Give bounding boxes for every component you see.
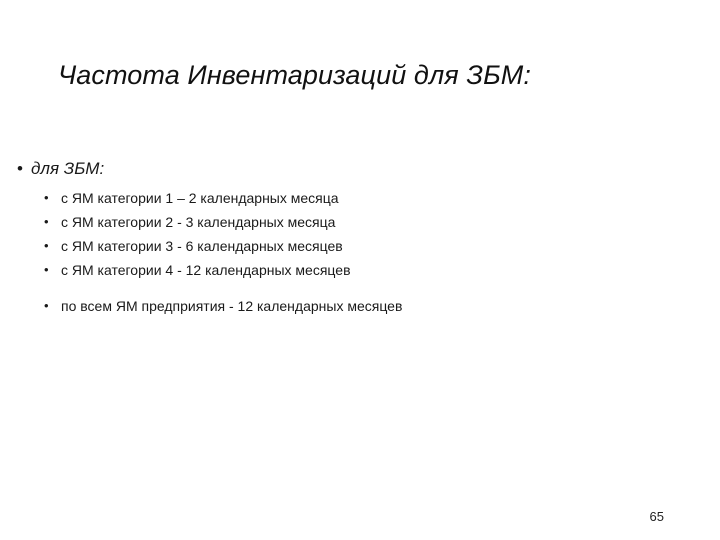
bullet-item-label: для ЗБМ: — [31, 159, 105, 178]
bullet-icon: • — [44, 238, 49, 253]
list-item — [44, 234, 351, 258]
list-item-text: с ЯМ категории 3 - 6 календарных месяцев — [61, 238, 343, 254]
list-item-text: с ЯМ категории 2 - 3 календарных месяца — [61, 214, 336, 230]
bullet-icon: • — [17, 159, 23, 178]
list-item — [44, 210, 351, 234]
list-item-text: по всем ЯМ предприятия - 12 календарных месяцев — [61, 298, 403, 314]
category-list — [44, 186, 351, 282]
list-item — [44, 186, 351, 210]
bullet-icon: • — [44, 214, 49, 229]
bullet-item-zbm — [17, 159, 104, 179]
list-item-all-materials — [44, 294, 402, 318]
bullet-icon: • — [44, 298, 49, 313]
slide-title: Частота Инвентаризаций для ЗБМ: — [58, 60, 531, 90]
list-item-text: с ЯМ категории 4 - 12 календарных месяцев — [61, 262, 351, 278]
list-item — [44, 258, 351, 282]
list-item-text: с ЯМ категории 1 – 2 календарных месяца — [61, 190, 339, 206]
bullet-icon: • — [44, 190, 49, 205]
bullet-icon: • — [44, 262, 49, 277]
page-number: 65 — [649, 509, 664, 524]
